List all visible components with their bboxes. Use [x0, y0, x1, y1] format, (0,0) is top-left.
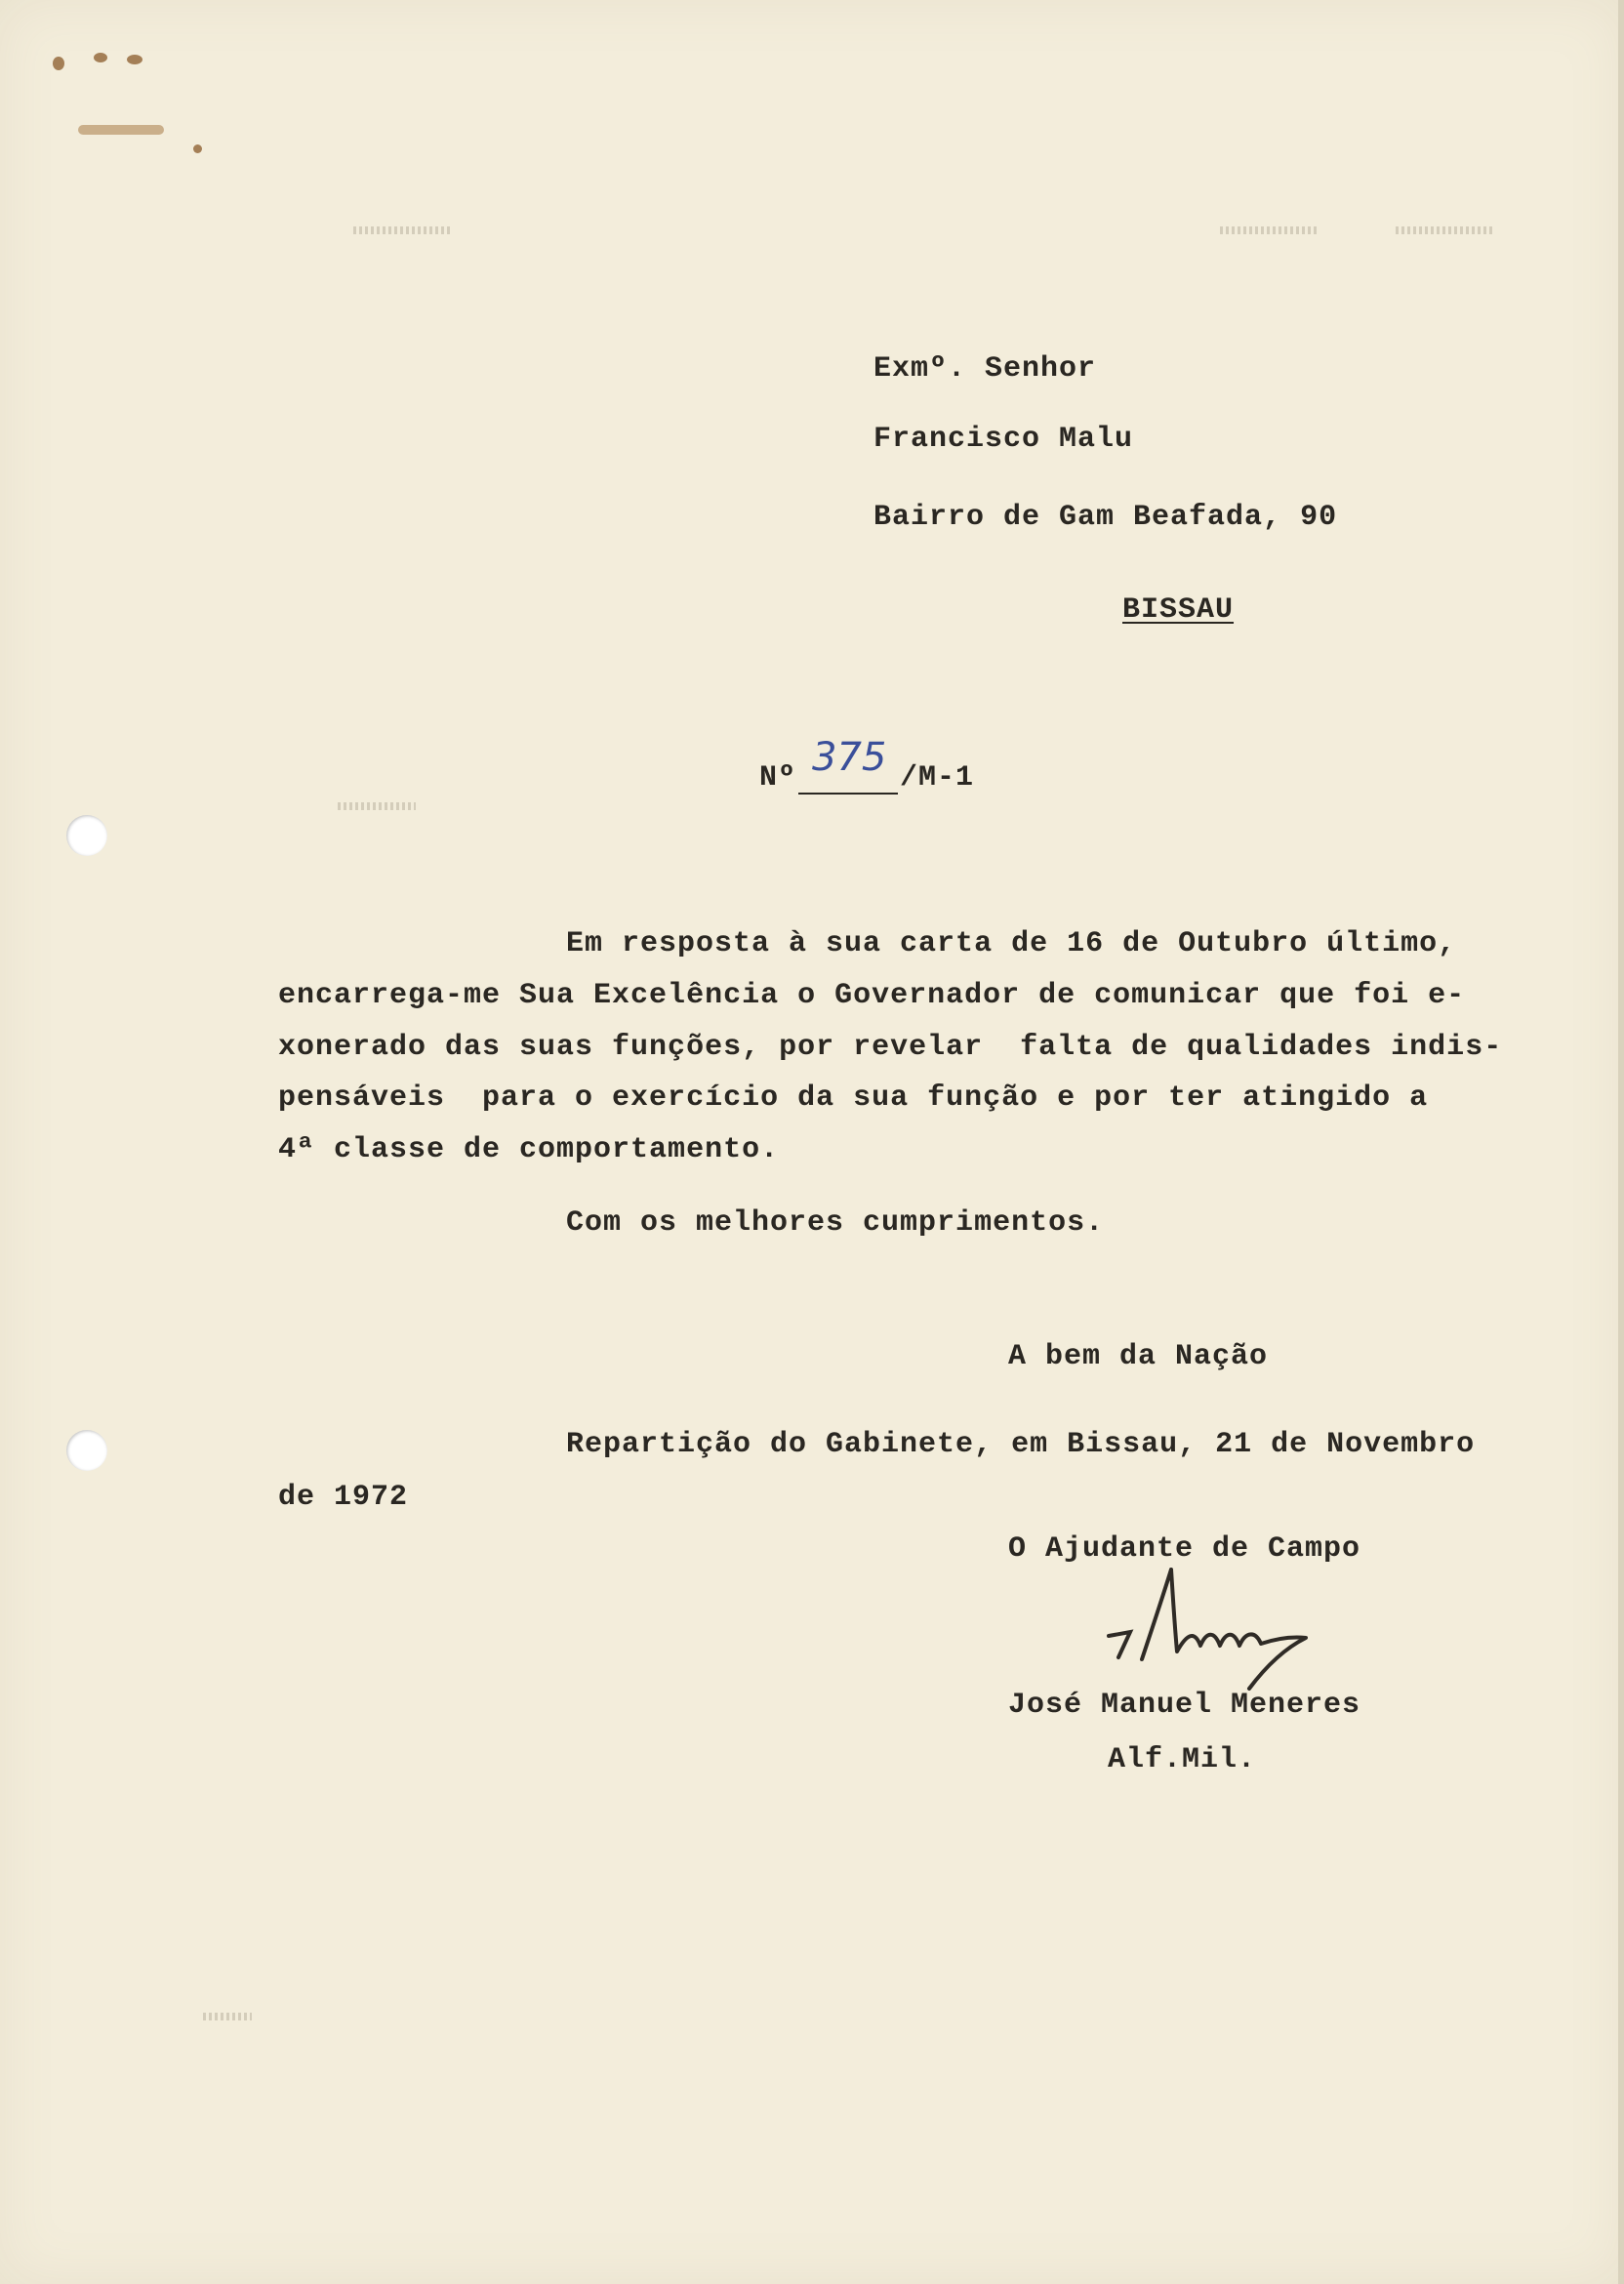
body-line: xonerado das suas funções, por revelar falta de qualidades indis- [278, 1031, 1503, 1064]
rust-spot [94, 53, 107, 62]
salutation-end: A bem da Nação [1008, 1340, 1269, 1373]
reference-prefix: Nº [759, 761, 797, 795]
signatory-name: José Manuel Meneres [1008, 1689, 1361, 1722]
body-line: Em resposta à sua carta de 16 de Outubro último, [566, 927, 1457, 960]
signature [1093, 1562, 1386, 1698]
signatory-rank: Alf.Mil. [1108, 1743, 1257, 1776]
rust-spot [193, 144, 202, 153]
body-line: pensáveis para o exercício da sua função e por ter atingido a [278, 1081, 1429, 1115]
bleed-through-mark [338, 802, 416, 810]
punch-hole [66, 815, 107, 856]
staple-mark [78, 125, 164, 135]
body-line: encarrega-me Sua Excelência o Governador de comunicar que foi e- [278, 979, 1466, 1012]
bleed-through-mark [353, 226, 451, 234]
bleed-through-mark [203, 2013, 252, 2020]
signatory-role: O Ajudante de Campo [1008, 1532, 1361, 1566]
body-line: 4ª classe de comportamento. [278, 1133, 780, 1166]
punch-hole [66, 1430, 107, 1471]
recipient-salutation: Exmº. Senhor [873, 352, 1097, 386]
closing-line: Com os melhores cumprimentos. [566, 1206, 1105, 1240]
bleed-through-mark [1396, 226, 1493, 234]
rust-spot [53, 57, 64, 70]
reference-suffix: /M-1 [900, 761, 975, 795]
bleed-through-mark [1220, 226, 1318, 234]
reference-number-line [798, 793, 898, 795]
reference-handwritten-number: 375 [812, 735, 887, 780]
rust-spot [127, 55, 142, 64]
recipient-name: Francisco Malu [873, 423, 1134, 456]
recipient-address: Bairro de Gam Beafada, 90 [873, 501, 1338, 534]
place-date-line: Repartição do Gabinete, em Bissau, 21 de Novembro [566, 1428, 1476, 1461]
recipient-city: BISSAU [1122, 593, 1235, 627]
paper-edge [1618, 0, 1624, 2284]
place-date-year: de 1972 [278, 1481, 409, 1514]
